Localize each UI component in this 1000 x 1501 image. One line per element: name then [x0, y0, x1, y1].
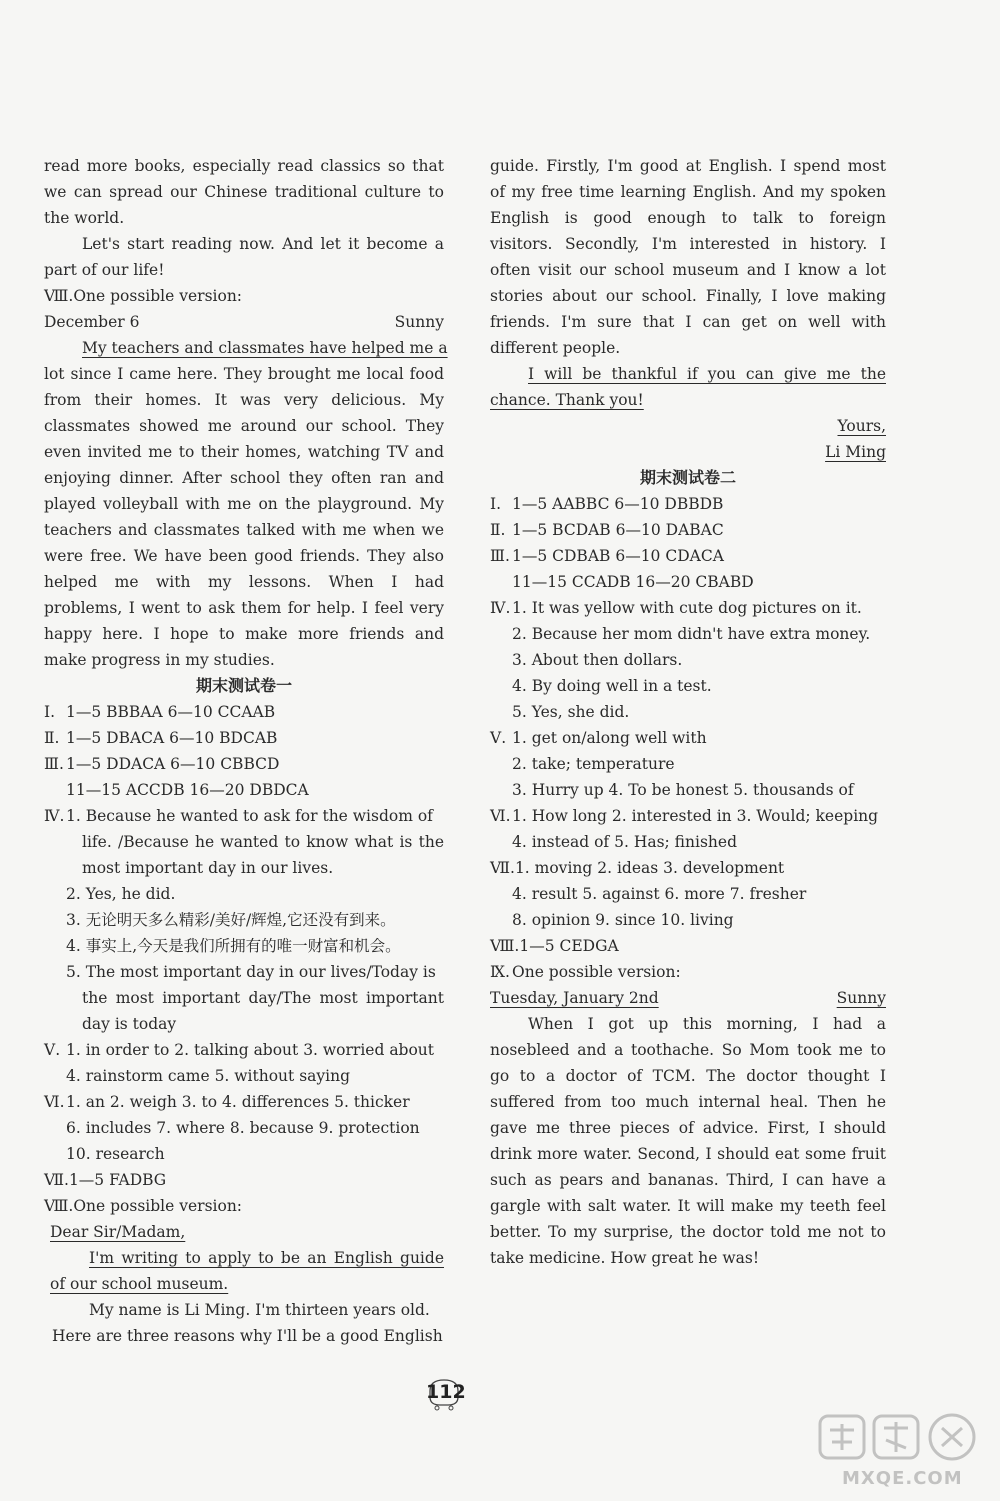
answer-row: 11—15 ACCDB 16—20 DBDCA	[66, 781, 309, 799]
section-number: Ⅸ.	[490, 963, 510, 981]
letter-line: different people.	[490, 339, 621, 357]
answer-line: 5. The most important day in our lives/Today is	[66, 963, 436, 981]
left-column	[44, 153, 448, 1349]
letter-line: chance. Thank you!	[490, 391, 644, 409]
section-vi-line	[44, 1089, 444, 1115]
letter-date: December 6	[44, 313, 140, 331]
answer-line: 4. By doing well in a test.	[512, 677, 712, 695]
answer-line: 3. Hurry up 4. To be honest 5. thousands of	[512, 781, 854, 799]
answer-line: 6. includes 7. where 8. because 9. protection	[66, 1119, 420, 1137]
letter-line: I will be thankful if you can give me the	[528, 365, 886, 383]
section-number: Ⅷ.	[490, 937, 520, 955]
answer-row	[490, 517, 886, 543]
salutation: Dear Sir/Madam,	[50, 1223, 186, 1241]
diary-line: When I got up this morning, I had a	[528, 1015, 886, 1033]
diary-line: better. To my surprise, the doctor told me not to	[490, 1223, 886, 1241]
answer-text: 1—5 FADBG	[68, 1171, 167, 1189]
watermark-text: MXQE.COM	[842, 1468, 963, 1489]
answer-line: 2. Yes, he did.	[66, 885, 176, 903]
answer-line: 4. rainstorm came 5. without saying	[66, 1067, 351, 1085]
text-line: we can spread our Chinese traditional culture to	[44, 183, 444, 201]
letter-line: helped me with my lessons. When I had	[44, 573, 444, 591]
section-number: Ⅳ.	[44, 807, 65, 825]
letter-line: I'm writing to apply to be an English guide	[89, 1249, 444, 1267]
answer-line: day is today	[82, 1015, 177, 1033]
section-number: Ⅷ.	[44, 287, 74, 305]
section-number: Ⅷ.	[44, 1197, 74, 1215]
diary-line: drink more water. Second, I should eat some fruit	[490, 1145, 886, 1163]
diary-line: gave me three pieces of advice. First, I should	[490, 1119, 886, 1137]
diary-line: gargle with salt water. It will make my teeth feel	[490, 1197, 886, 1215]
section-iv-line	[44, 803, 444, 829]
section-iv-line	[490, 595, 886, 621]
letter-line: classmates showed me around our school. They	[44, 417, 444, 435]
letter-line: even invited me to their homes, watching TV and	[44, 443, 444, 461]
diary-line: suffered from too much internal heal. Then he	[490, 1093, 886, 1111]
letter-line: teachers and classmates talked with me when we	[44, 521, 444, 539]
answer-text: 1. in order to 2. talking about 3. worried about	[66, 1041, 435, 1059]
answer-text: 1—5 DDACA 6—10 CBBCD	[66, 755, 280, 773]
section-number: Ⅳ.	[490, 599, 511, 617]
letter-line: Here are three reasons why I'll be a good English	[52, 1327, 443, 1345]
answer-text: 1. Because he wanted to ask for the wisdom of	[66, 807, 433, 825]
text-line: read more books, especially read classics so that	[44, 157, 444, 175]
section-number: Ⅴ.	[490, 729, 507, 747]
letter-line: often visit our school museum and I know a lot	[490, 261, 886, 279]
answer-line: 2. take; temperature	[512, 755, 675, 773]
letter-line: guide. Firstly, I'm good at English. I spend most	[490, 157, 886, 175]
section-number: Ⅵ.	[44, 1093, 65, 1111]
answer-line: 5. Yes, she did.	[512, 703, 630, 721]
section-number: Ⅲ.	[44, 755, 64, 773]
answer-text: 1. an 2. weigh 3. to 4. differences 5. thicker	[66, 1093, 410, 1111]
letter-line: enjoying dinner. After school they often ran and	[44, 469, 444, 487]
section-number: Ⅱ.	[490, 521, 506, 539]
answer-text: 1—5 CEDGA	[519, 937, 619, 955]
answer-line: 8. opinion 9. since 10. living	[512, 911, 734, 929]
answer-row	[490, 543, 886, 569]
answer-row	[490, 491, 886, 517]
letter-line: My teachers and classmates have helped me a	[82, 339, 448, 357]
section-label: One possible version:	[73, 287, 243, 305]
letter-line: friends. I'm sure that I can get on well with	[490, 313, 886, 331]
answer-line: 4. result 5. against 6. more 7. fresher	[512, 885, 807, 903]
answer-text: One possible version:	[512, 963, 681, 981]
letter-line: from their homes. It was very delicious. My	[44, 391, 444, 409]
test-paper-one-heading: 期末测试卷一	[195, 676, 292, 695]
diary-line: nosebleed and a toothache. So Mom took me to	[490, 1041, 886, 1059]
letter-header	[44, 309, 444, 335]
letter-line: English is good enough to talk to foreign	[490, 209, 886, 227]
section-number: Ⅶ.	[44, 1171, 69, 1189]
answer-text: 1. It was yellow with cute dog pictures on it.	[512, 599, 862, 617]
watermark	[812, 1410, 992, 1494]
letter-line: My name is Li Ming. I'm thirteen years old.	[89, 1301, 430, 1319]
section-vii-line	[44, 1167, 444, 1193]
answer-line: life. /Because he wanted to know what is the	[82, 833, 444, 851]
answer-row: 11—15 CCADB 16—20 CBABD	[512, 573, 754, 591]
letter-line: make progress in my studies.	[44, 651, 275, 669]
section-ix-line	[490, 959, 886, 985]
answer-text: 1. moving 2. ideas 3. development	[514, 859, 785, 877]
answer-text: 1—5 DBACA 6—10 BDCAB	[66, 729, 278, 747]
text-line: part of our life!	[44, 261, 165, 279]
answer-line: 3. About then dollars.	[512, 651, 683, 669]
page-number: 112	[426, 1381, 466, 1403]
diary-date: Tuesday, January 2nd	[490, 989, 659, 1007]
answer-line: 10. research	[66, 1145, 165, 1163]
section-v-line	[44, 1037, 444, 1063]
answer-text: 1—5 AABBC 6—10 DBBDB	[512, 495, 724, 513]
section-number: Ⅰ.	[490, 495, 502, 513]
diary-line: go to a doctor of TCM. The doctor thought I	[490, 1067, 886, 1085]
section-vii-line	[490, 855, 886, 881]
diary-line: take medicine. How great he was!	[490, 1249, 760, 1267]
letter-line: lot since I came here. They brought me local food	[44, 365, 444, 383]
answer-text: 1—5 BBBAA 6—10 CCAAB	[66, 703, 276, 721]
answer-line: the most important day/The most important	[82, 989, 444, 1007]
text-line: Let's start reading now. And let it become a	[82, 235, 444, 253]
section-number: Ⅰ.	[44, 703, 56, 721]
section-number: Ⅵ.	[490, 807, 511, 825]
letter-line: problems, I went to ask them for help. I feel very	[44, 599, 444, 617]
section-vi-line	[490, 803, 886, 829]
test-paper-two-heading: 期末测试卷二	[639, 468, 736, 487]
section-viii-heading	[44, 283, 444, 309]
answer-text: 1—5 CDBAB 6—10 CDACA	[512, 547, 724, 565]
answer-line: 3. 无论明天多么精彩/美好/辉煌,它还没有到来。	[66, 911, 396, 929]
answer-text: 1—5 BCDAB 6—10 DABAC	[512, 521, 724, 539]
page-number-badge	[426, 1377, 466, 1411]
text-line: the world.	[44, 209, 125, 227]
answer-line: 2. Because her mom didn't have extra money.	[512, 625, 871, 643]
section-number: Ⅶ.	[490, 859, 515, 877]
answer-text: 1. How long 2. interested in 3. Would; keeping	[512, 807, 879, 825]
section-number: Ⅲ.	[490, 547, 510, 565]
section-v-line	[490, 725, 886, 751]
letter-closing: Yours,	[837, 417, 886, 435]
letter-line: were free. We have been good friends. They also	[44, 547, 444, 565]
answer-text: 1. get on/along well with	[512, 729, 707, 747]
answer-text: One possible version:	[73, 1197, 243, 1215]
letter-line: stories about our school. Finally, I love making	[490, 287, 886, 305]
right-column	[490, 153, 886, 1271]
diary-line: such as pears and bananas. Third, I can have a	[490, 1171, 886, 1189]
section-number: Ⅱ.	[44, 729, 60, 747]
letter-signature: Li Ming	[825, 443, 886, 461]
diary-author: Sunny	[836, 989, 886, 1007]
answer-row	[44, 725, 444, 751]
letter-line: played volleyball with me on the playground. My	[44, 495, 444, 513]
diary-header	[490, 985, 886, 1011]
letter-author: Sunny	[394, 313, 444, 331]
answer-line: 4. 事实上,今天是我们所拥有的唯一财富和机会。	[66, 937, 401, 955]
section-viii-line	[490, 933, 886, 959]
letter-line: happy here. I hope to make more friends and	[44, 625, 444, 643]
answer-row	[44, 699, 444, 725]
letter-line: visitors. Secondly, I'm interested in history. I	[490, 235, 886, 253]
answer-line: most important day in our lives.	[82, 859, 334, 877]
answer-line: 4. instead of 5. Has; finished	[512, 833, 737, 851]
section-viii-line	[44, 1193, 444, 1219]
letter-line: of our school museum.	[50, 1275, 229, 1293]
answer-row	[44, 751, 444, 777]
letter-line: of my free time learning English. And my spoken	[490, 183, 886, 201]
section-number: Ⅴ.	[44, 1041, 61, 1059]
